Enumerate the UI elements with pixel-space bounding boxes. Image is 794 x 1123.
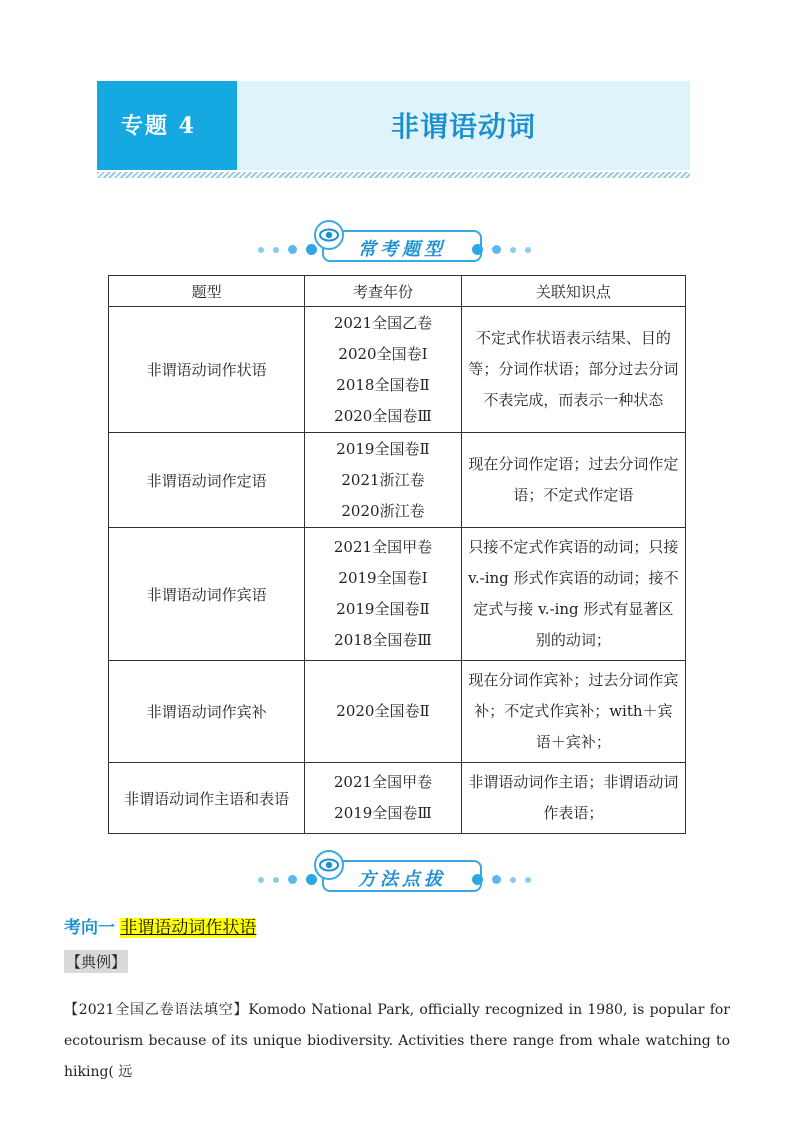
points-cell: 现在分词作宾补；过去分词作宾补；不定式作宾补；with＋宾语＋宾补； [461,661,685,763]
banner-divider [97,172,690,178]
year-item: 2019全国卷Ⅲ [334,804,432,822]
year-item: 2019全国卷Ⅱ [336,439,430,458]
year-item: 2021全国甲卷 [333,773,433,791]
type-cell: 非谓语动词作宾补 [109,661,305,763]
year-item: 2021浙江卷 [341,470,425,489]
year-item: 2021全国乙卷 [333,313,433,332]
header-cell: 题型 [109,276,305,307]
year-item: 2019全国卷Ⅰ [338,569,428,587]
direction-heading [64,913,256,938]
table-header-row [109,276,686,307]
direction-topic: 非谓语动词作状语 [120,918,257,938]
badge-pill [322,860,482,892]
direction-label: 考向一 [64,918,115,938]
header-cell: 考查年份 [305,276,462,307]
points-cell: 现在分词作定语；过去分词作定语；不定式作定语 [461,433,685,528]
points-cell: 只接不定式作宾语的动词；只接 v.-ing 形式作宾语的动词；接不定式与接 v.-ing 形式有显著区别的动词； [461,528,685,661]
topic-label: 专题 4 [121,113,196,139]
example-label: 【典例】 [64,950,128,973]
year-item: 2019全国卷Ⅱ [336,600,430,618]
table-row [109,661,686,763]
eye-icon [314,850,344,880]
topic-number-block [97,81,237,170]
eye-icon [314,220,344,250]
years-cell [305,763,462,834]
year-item: 2021全国甲卷 [333,538,433,556]
years-cell [305,528,462,661]
type-cell: 非谓语动词作状语 [109,307,305,433]
year-item: 2020浙江卷 [341,501,425,520]
table-row [109,433,686,528]
points-cell: 非谓语动词作主语；非谓语动词作表语； [461,763,685,834]
year-item: 2018全国卷Ⅱ [336,375,430,394]
points-cell: 不定式作状语表示结果、目的等；分词作状语；部分过去分词不表完成，而表示一种状态 [461,307,685,433]
question-type-table [108,275,686,834]
year-item: 2018全国卷Ⅲ [334,631,432,649]
section-badge-question-types [258,220,548,264]
page-title: 非谓语动词 [390,110,536,143]
year-item: 2020全国卷Ⅱ [336,702,430,720]
topic-banner [97,81,690,170]
section-label: 方法点拔 [358,869,446,890]
example-paragraph: 【2021全国乙卷语法填空】Komodo National Park, officially recognized in 1980, is popular for ecotourism because of its unique biodiversity. Activities there range from whale watching to hiking( 远 [64,1002,730,1080]
section-badge-methods [258,850,548,894]
type-cell: 非谓语动词作主语和表语 [109,763,305,834]
badge-dots-right [472,244,540,255]
year-item: 2020全国卷Ⅰ [338,344,428,363]
table-row [109,763,686,834]
years-cell [305,307,462,433]
badge-pill [322,230,482,262]
years-cell [305,433,462,528]
type-cell: 非谓语动词作宾语 [109,528,305,661]
year-item: 2020全国卷Ⅲ [334,406,432,425]
badge-dots-right [472,874,540,885]
table-row [109,307,686,433]
header-cell: 关联知识点 [461,276,685,307]
badge-dots-left [258,244,326,255]
badge-dots-left [258,874,326,885]
section-label: 常考题型 [358,239,446,260]
table-row [109,528,686,661]
type-cell: 非谓语动词作定语 [109,433,305,528]
years-cell [305,661,462,763]
